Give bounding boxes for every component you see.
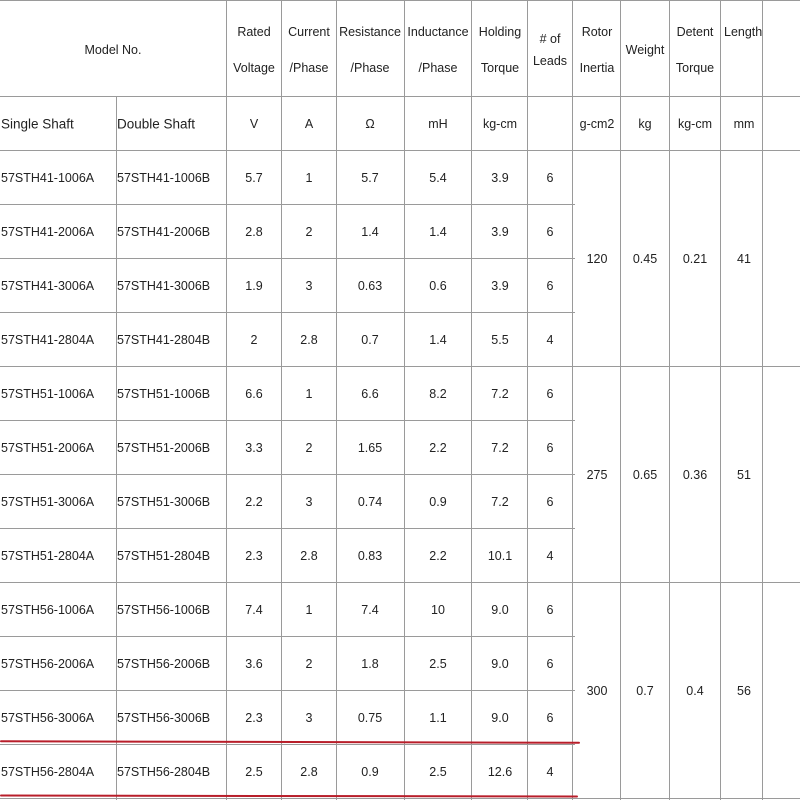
- unit-voltage: V: [249, 116, 259, 131]
- cell-double-shaft: 57STH51-3006B: [117, 494, 211, 509]
- cell-inductance: 2.5: [429, 764, 447, 779]
- cell-leads: 6: [546, 224, 554, 239]
- cell-holding-torque: 12.6: [487, 764, 513, 779]
- group-cell-weight: 0.45: [632, 251, 658, 266]
- cell-resistance: 0.9: [361, 764, 379, 779]
- group-cell-inertia: 300: [586, 683, 608, 698]
- cell-voltage: 5.7: [245, 170, 263, 185]
- header-inductance-phase: Inductance /Phase: [407, 25, 469, 75]
- cell-double-shaft: 57STH41-1006B: [117, 170, 211, 185]
- cell-double-shaft: 57STH56-2006B: [117, 656, 211, 671]
- cell-inductance: 1.1: [429, 710, 447, 725]
- cell-single-shaft: 57STH41-2006A: [1, 224, 95, 239]
- cell-leads: 4: [546, 548, 554, 563]
- unit-inertia: g-cm2: [579, 116, 615, 131]
- cell-voltage: 2.2: [245, 494, 263, 509]
- group-cell-inertia: 275: [586, 467, 608, 482]
- unit-double-shaft: Double Shaft: [117, 116, 196, 132]
- cell-holding-torque: 9.0: [491, 656, 509, 671]
- cell-single-shaft: 57STH56-2804A: [1, 764, 95, 779]
- cell-leads: 6: [546, 656, 554, 671]
- header-rotor-inertia: Rotor Inertia: [579, 25, 615, 75]
- cell-current: 1: [305, 170, 313, 185]
- header-rated-voltage: Rated Voltage: [233, 25, 275, 75]
- cell-leads: 4: [546, 332, 554, 347]
- cell-holding-torque: 7.2: [491, 386, 509, 401]
- cell-single-shaft: 57STH56-2006A: [1, 656, 95, 671]
- cell-current: 2: [305, 224, 313, 239]
- unit-detent-torque: kg-cm: [677, 116, 713, 131]
- unit-inductance: mH: [428, 116, 448, 131]
- cell-holding-torque: 3.9: [491, 224, 509, 239]
- header-weight: Weight: [625, 42, 665, 57]
- cell-inductance: 0.6: [429, 278, 447, 293]
- cell-current: 1: [305, 602, 313, 617]
- group-cell-length: 51: [737, 467, 751, 482]
- unit-length: mm: [733, 116, 755, 131]
- cell-current: 2: [305, 656, 313, 671]
- header-model-no: Model No.: [84, 42, 142, 57]
- cell-single-shaft: 57STH51-3006A: [1, 494, 95, 509]
- cell-inductance: 1.4: [429, 332, 447, 347]
- cell-double-shaft: 57STH56-3006B: [117, 710, 211, 725]
- cell-leads: 6: [546, 710, 554, 725]
- header-length: Length: [724, 24, 763, 39]
- cell-single-shaft: 57STH41-1006A: [1, 170, 95, 185]
- cell-holding-torque: 10.1: [487, 548, 513, 563]
- cell-holding-torque: 5.5: [491, 332, 509, 347]
- cell-current: 3: [305, 278, 313, 293]
- cell-resistance: 5.7: [361, 170, 379, 185]
- header-detent-torque: Detent Torque: [675, 25, 715, 75]
- group-cell-weight: 0.65: [632, 467, 658, 482]
- cell-resistance: 0.63: [357, 278, 383, 293]
- cell-single-shaft: 57STH41-2804A: [1, 332, 95, 347]
- cell-double-shaft: 57STH51-2804B: [117, 548, 211, 563]
- unit-resistance: Ω: [365, 116, 375, 131]
- cell-single-shaft: 57STH56-1006A: [1, 602, 95, 617]
- cell-holding-torque: 9.0: [491, 710, 509, 725]
- unit-holding-torque: kg-cm: [482, 116, 518, 131]
- cell-voltage: 1.9: [245, 278, 263, 293]
- cell-voltage: 2.3: [245, 710, 263, 725]
- cell-resistance: 7.4: [361, 602, 379, 617]
- header-holding-torque: Holding Torque: [478, 25, 522, 75]
- cell-leads: 4: [546, 764, 554, 779]
- cell-leads: 6: [546, 440, 554, 455]
- cell-inductance: 0.9: [429, 494, 447, 509]
- cell-voltage: 3.6: [245, 656, 263, 671]
- cell-holding-torque: 7.2: [491, 440, 509, 455]
- cell-double-shaft: 57STH51-2006B: [117, 440, 211, 455]
- unit-weight: kg: [638, 116, 652, 131]
- cell-current: 3: [305, 710, 313, 725]
- cell-voltage: 2.5: [245, 764, 263, 779]
- header-number-of-leads: # of Leads: [532, 32, 568, 68]
- cell-inductance: 1.4: [429, 224, 447, 239]
- cell-voltage: 2.8: [245, 224, 263, 239]
- cell-leads: 6: [546, 386, 554, 401]
- cell-inductance: 8.2: [429, 386, 447, 401]
- cell-leads: 6: [546, 278, 554, 293]
- cell-leads: 6: [546, 170, 554, 185]
- cell-current: 2: [305, 440, 313, 455]
- unit-current: A: [304, 116, 314, 131]
- cell-single-shaft: 57STH51-2804A: [1, 548, 95, 563]
- cell-double-shaft: 57STH41-2006B: [117, 224, 211, 239]
- cell-double-shaft: 57STH56-1006B: [117, 602, 211, 617]
- cell-single-shaft: 57STH51-1006A: [1, 386, 95, 401]
- cell-voltage: 6.6: [245, 386, 263, 401]
- cell-leads: 6: [546, 494, 554, 509]
- cell-single-shaft: 57STH41-3006A: [1, 278, 95, 293]
- cell-current: 2.8: [300, 548, 318, 563]
- cell-holding-torque: 3.9: [491, 278, 509, 293]
- cell-single-shaft: 57STH51-2006A: [1, 440, 95, 455]
- cell-inductance: 2.5: [429, 656, 447, 671]
- cell-resistance: 1.8: [361, 656, 379, 671]
- cell-resistance: 0.74: [357, 494, 383, 509]
- header-resistance-phase: Resistance /Phase: [339, 25, 401, 75]
- cell-voltage: 2.3: [245, 548, 263, 563]
- cell-current: 1: [305, 386, 313, 401]
- cell-holding-torque: 9.0: [491, 602, 509, 617]
- group-cell-inertia: 120: [586, 251, 608, 266]
- cell-double-shaft: 57STH51-1006B: [117, 386, 211, 401]
- cell-double-shaft: 57STH56-2804B: [117, 764, 211, 779]
- group-cell-detent: 0.21: [682, 251, 708, 266]
- cell-resistance: 1.65: [357, 440, 383, 455]
- group-cell-detent: 0.4: [686, 683, 704, 698]
- cell-inductance: 2.2: [429, 440, 447, 455]
- cell-inductance: 5.4: [429, 170, 447, 185]
- group-cell-length: 41: [737, 251, 751, 266]
- cell-single-shaft: 57STH56-3006A: [1, 710, 95, 725]
- cell-double-shaft: 57STH41-2804B: [117, 332, 211, 347]
- cell-double-shaft: 57STH41-3006B: [117, 278, 211, 293]
- cell-holding-torque: 7.2: [491, 494, 509, 509]
- header-current-phase: Current /Phase: [288, 25, 330, 75]
- cell-inductance: 10: [431, 602, 445, 617]
- cell-inductance: 2.2: [429, 548, 447, 563]
- unit-single-shaft: Single Shaft: [1, 116, 74, 132]
- group-cell-length: 56: [737, 683, 751, 698]
- cell-current: 2.8: [300, 332, 318, 347]
- cell-resistance: 0.7: [361, 332, 379, 347]
- cell-resistance: 0.75: [357, 710, 383, 725]
- cell-resistance: 0.83: [357, 548, 383, 563]
- cell-voltage: 7.4: [245, 602, 263, 617]
- cell-resistance: 1.4: [361, 224, 379, 239]
- cell-leads: 6: [546, 602, 554, 617]
- cell-resistance: 6.6: [361, 386, 379, 401]
- group-cell-detent: 0.36: [682, 467, 708, 482]
- cell-current: 3: [305, 494, 313, 509]
- cell-voltage: 2: [250, 332, 258, 347]
- cell-voltage: 3.3: [245, 440, 263, 455]
- cell-holding-torque: 3.9: [491, 170, 509, 185]
- group-cell-weight: 0.7: [636, 683, 654, 698]
- cell-current: 2.8: [300, 764, 318, 779]
